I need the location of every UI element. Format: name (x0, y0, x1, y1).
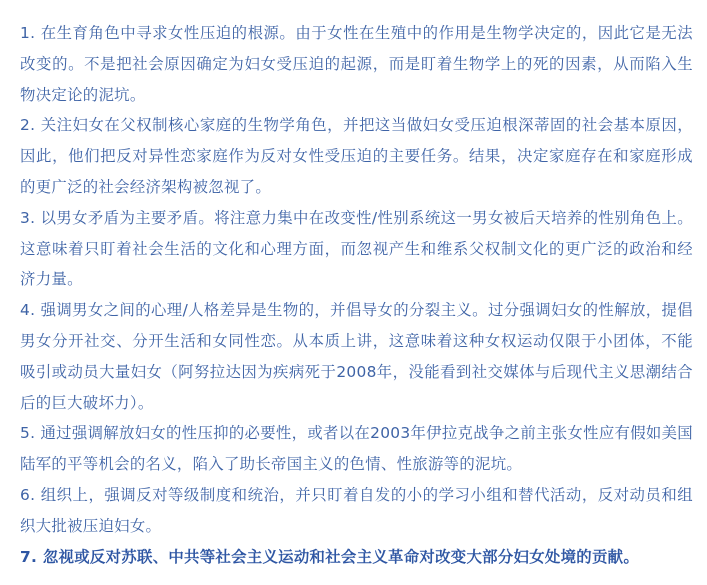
list-item-2: 2. 关注妇女在父权制核心家庭的生物学角色，并把这当做妇女受压迫根深蒂固的社会基本原因，因此，他们把反对异性恋家庭作为反对女性受压迫的主要任务。结果，决定家庭存在和家庭形成的更广泛的社会经济架构被忽视了。 (20, 116, 693, 196)
list-item-6: 6. 组织上，强调反对等级制度和统治，并只盯着自发的小的学习小组和替代活动，反对动员和组织大批被压迫妇女。 (20, 485, 693, 535)
list-item-1: 1. 在生育角色中寻求女性压迫的根源。由于女性在生殖中的作用是生物学决定的，因此它是无法改变的。不是把社会原因确定为妇女受压迫的起源，而是盯着生物学上的死的因素，从而陷入生物决定论的泥坑。 (20, 24, 693, 104)
list-item-4: 4. 强调男女之间的心理/人格差异是生物的，并倡导女的分裂主义。过分强调妇女的性解放，提倡男女分开社交、分开生活和女同性恋。从本质上讲，这意味着这种女权运动仅限于小团体，不能吸引或动员大量妇女（阿努拉达因为疾病死于2008年，没能看到社交媒体与后现代主义思潮结合后的巨大破坏力）。 (20, 301, 693, 412)
list-item-3: 3. 以男女矛盾为主要矛盾。将注意力集中在改变性/性别系统这一男女被后天培养的性别角色上。这意味着只盯着社会生活的文化和心理方面，而忽视产生和维系父权制文化的更广泛的政治和经济力量。 (20, 208, 693, 289)
list-item-5: 5. 通过强调解放妇女的性压抑的必要性，或者以在2003年伊拉克战争之前主张女性应有假如美国陆军的平等机会的名义，陷入了助长帝国主义的色情、性旅游等的泥坑。 (20, 424, 693, 474)
list-item-7-emphasized: 7. 忽视或反对苏联、中共等社会主义运动和社会主义革命对改变大部分妇女处境的贡献。 (20, 547, 640, 566)
